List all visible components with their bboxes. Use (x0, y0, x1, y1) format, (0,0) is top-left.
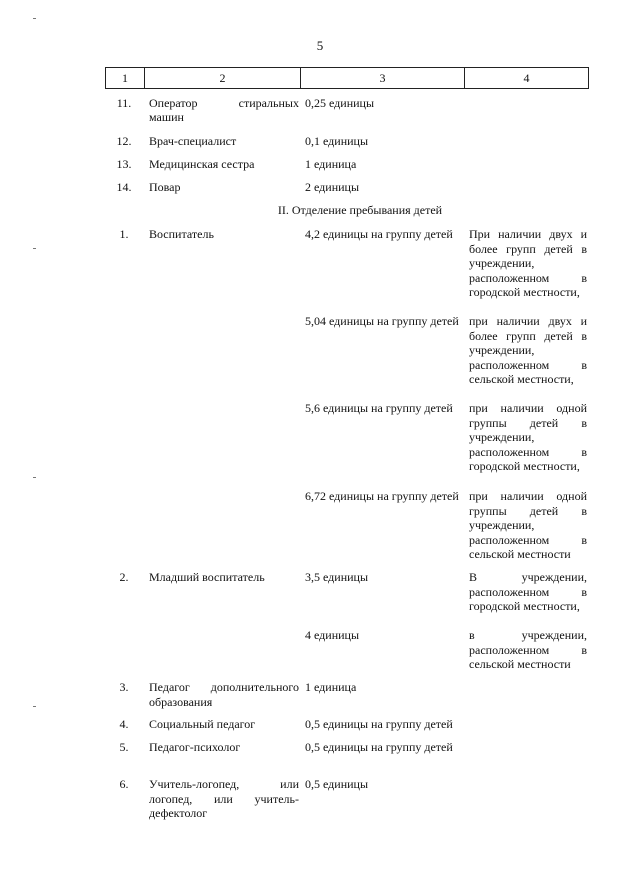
position-qty: 0,5 единицы на группу детей (305, 717, 453, 731)
position-name: Младший воспитатель (149, 570, 265, 584)
row-number: 13. (116, 157, 132, 171)
section-title: II. Отделение пребывания детей (277, 203, 443, 217)
position-qty: 6,72 единицы на группу детей (305, 489, 459, 503)
position-qty: 1 единица (305, 157, 357, 171)
position-qty: 4 единицы (305, 628, 360, 642)
position-note: При наличии двух и более групп детей в учреждении, расположенном в городской местности, (469, 227, 587, 299)
position-name: Воспитатель (149, 227, 214, 241)
row-number: 12. (116, 134, 132, 148)
position-qty: 5,6 единицы на группу детей (305, 401, 453, 415)
position-note: в учреждении, расположенном в сельской местности (469, 628, 587, 671)
table-header (105, 67, 589, 89)
position-name: Оператор стиральных (149, 96, 299, 110)
position-qty: 2 единицы (305, 180, 360, 194)
position-name: Педагог-психолог (149, 740, 241, 754)
header-col-3: 3 (300, 68, 464, 88)
position-name: Социальный педагог (149, 717, 256, 731)
row-number: 2. (119, 570, 129, 584)
row-number: 4. (119, 717, 129, 731)
position-name: Учитель-логопед, или логопед, или учитель-дефектолог (149, 777, 299, 820)
position-note: при наличии одной группы детей в учреждении, расположенном в сельской местности (469, 489, 587, 561)
position-qty: 3,5 единицы (305, 570, 369, 584)
row-number: 1. (119, 227, 129, 241)
position-name: Врач-специалист (149, 134, 237, 148)
scan-mark (33, 477, 36, 478)
position-qty: 1 единица (305, 680, 357, 694)
row-number: 11. (116, 96, 132, 110)
scan-mark (33, 248, 36, 249)
scan-mark (33, 706, 36, 707)
position-name: Повар (149, 180, 181, 194)
position-qty: 5,04 единицы на группу детей (305, 314, 459, 328)
position-name-cont: машин (149, 110, 184, 124)
position-note: В учреждении, расположенном в городской местности, (469, 570, 587, 613)
row-number: 14. (116, 180, 132, 194)
position-note: при наличии двух и более групп детей в учреждении, расположенном в сельской местности, (469, 314, 587, 386)
scan-mark (33, 18, 36, 19)
position-qty: 0,1 единицы (305, 134, 369, 148)
position-name: Педагог дополнительного образования (149, 680, 299, 709)
row-number: 5. (119, 740, 129, 754)
position-qty: 0,25 единицы (305, 96, 375, 110)
page-number: 5 (316, 38, 324, 53)
header-col-1: 1 (122, 71, 128, 85)
position-qty: 0,5 единицы (305, 777, 369, 791)
header-col-4: 4 (464, 68, 588, 88)
position-note: при наличии одной группы детей в учреждении, расположенном в городской местности, (469, 401, 587, 473)
position-qty: 0,5 единицы на группу детей (305, 740, 453, 754)
position-name: Медицинская сестра (149, 157, 255, 171)
header-col-2: 2 (144, 68, 300, 88)
row-number: 3. (119, 680, 129, 694)
position-qty: 4,2 единицы на группу детей (305, 227, 453, 241)
row-number: 6. (119, 777, 129, 791)
